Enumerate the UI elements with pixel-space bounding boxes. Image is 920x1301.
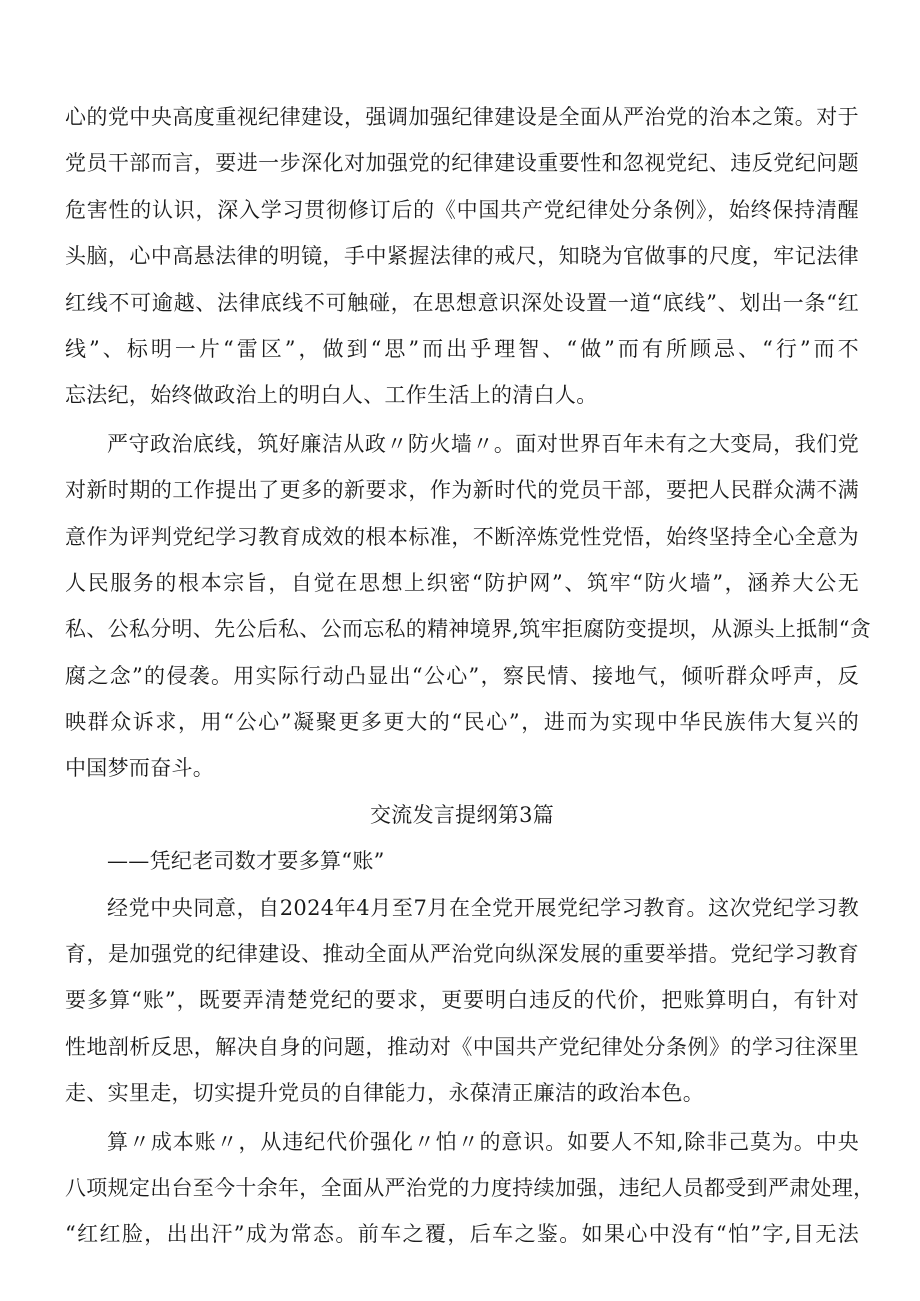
text-line: 头脑，心中高悬法律的明镜，手中紧握法律的戒尺，知晓为官做事的尺度，牢记法律	[65, 244, 859, 269]
paragraph-4	[65, 1119, 875, 1258]
text-line: 性地剖析反思，解决自身的问题，推动对《中国共产党纪律处分条例》的学习往深里	[65, 1034, 859, 1059]
document-page	[65, 94, 875, 1258]
text-line: 红线不可逾越、法律底线不可触碰，在思想意识深处设置一道“底线”、划出一条“红	[65, 290, 859, 315]
paragraph-3	[65, 885, 859, 1117]
text-line: 危害性的认识，深入学习贯彻修订后的《中国共产党纪律处分条例》，始终保持清醒	[65, 197, 859, 222]
text-line: 腐之念”的侵袭。用实际行动凸显出“公心”，察民情、接地气，倾听群众呼声，反	[65, 663, 859, 688]
text-line: 要多算“账”，既要弄清楚党纪的要求，更要明白违反的代价，把账算明白，有针对	[65, 988, 859, 1013]
text-line: 走、实里走，切实提升党员的自律能力，永葆清正廉洁的政治本色。	[65, 1081, 704, 1106]
paragraph-2	[65, 421, 872, 792]
text-line: 私、公私分明、先公后私、公而忘私的精神境界,筑牢拒腐防变提坝，从源头上抵制“贪	[65, 617, 872, 642]
text-line: 经党中央同意，自2024年4月至7月在全党开展党纪学习教育。这次党纪学习教	[107, 895, 859, 920]
text-line: 八项规定出台至今十余年，全面从严治党的力度持续加强，违纪人员都受到严肃处理，	[65, 1175, 875, 1200]
text-line: 算〃成本账〃，从违纪代价强化〃怕〃的意识。如要人不知,除非己莫为。中央	[107, 1129, 859, 1154]
text-line: 中国梦而奋斗。	[65, 756, 215, 781]
text-line: 严守政治底线，筑好廉洁从政〃防火墙〃。面对世界百年未有之大变局，我们党	[107, 431, 859, 456]
text-line: 映群众诉求，用“公心”凝聚更多更大的“民心”，进而为实现中华民族伟大复兴的	[65, 710, 859, 735]
section-subtitle: ——凭纪老司数才要多算“账”	[107, 849, 385, 874]
text-line: 忘法纪，始终做政治上的明白人、工作生活上的清白人。	[65, 383, 598, 408]
text-line: 对新时期的工作提出了更多的新要求，作为新时代的党员干部，要把人民群众满不满	[65, 478, 859, 503]
text-line: “红红脸，出出汗”成为常态。前车之覆，后车之鉴。如果心中没有“怕”字,目无法	[65, 1222, 859, 1247]
text-line: 育，是加强党的纪律建设、推动全面从严治党向纵深发展的重要举措。党纪学习教育	[65, 942, 859, 967]
paragraph-1	[65, 94, 859, 419]
text-line: 线”、标明一片“雷区”，做到“思”而出乎理智、“做”而有所顾忌、“行”而不	[65, 336, 859, 361]
text-line: 意作为评判党纪学习教育成效的根本标准，不断淬炼党性党悟，始终坚持全心全意为	[65, 524, 859, 549]
section-heading: 交流发言提纲第3篇	[369, 802, 555, 827]
text-line: 党员干部而言，要进一步深化对加强党的纪律建设重要性和忽视党纪、违反党纪问题	[65, 151, 859, 176]
text-line: 人民服务的根本宗旨，自觉在思想上织密“防护网”、筑牢“防火墙”，涵养大公无	[65, 570, 859, 595]
text-line: 心的党中央高度重视纪律建设，强调加强纪律建设是全面从严治党的治本之策。对于	[65, 105, 859, 129]
